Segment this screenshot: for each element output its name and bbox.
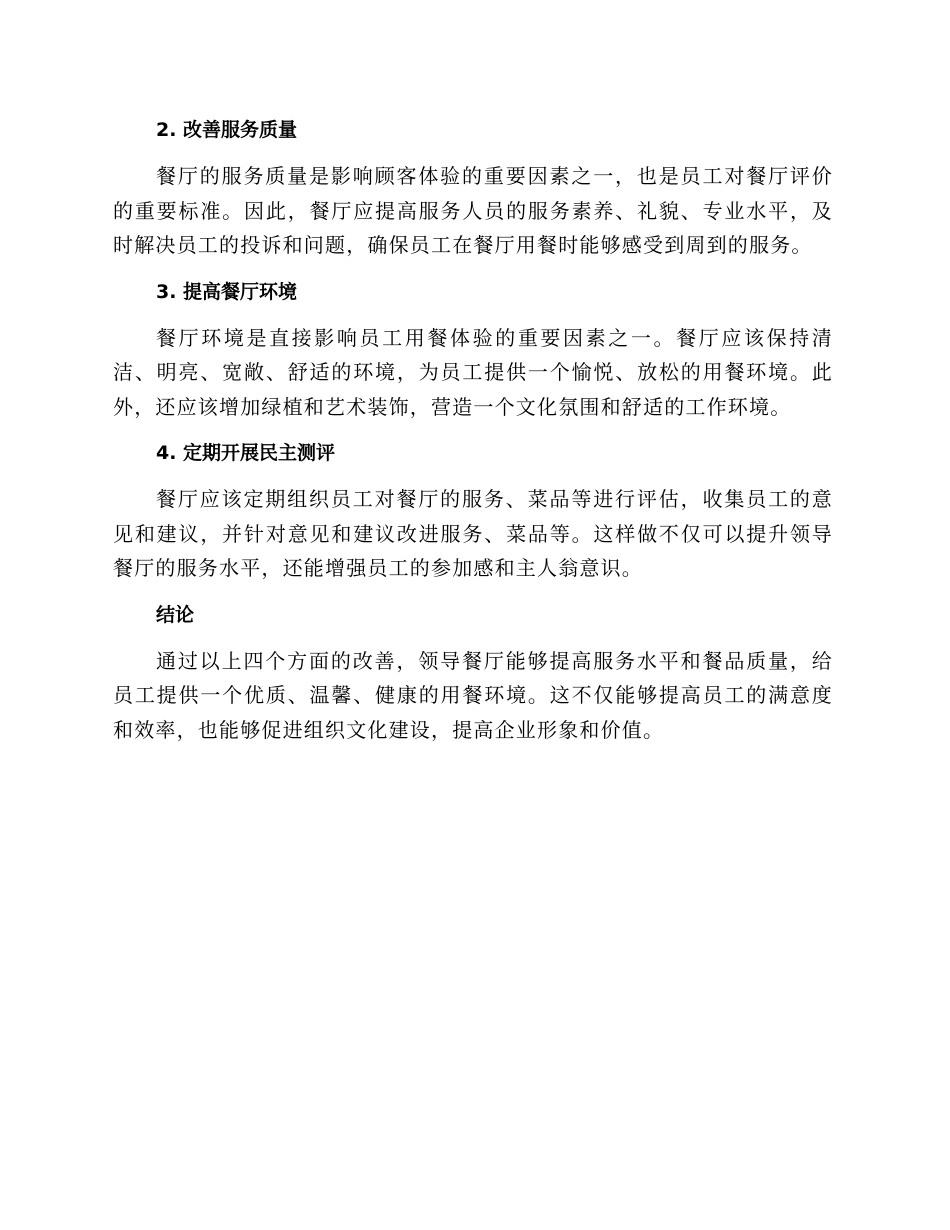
document-body (113, 113, 833, 759)
section-heading: 3. 提高餐厅环境 (156, 280, 298, 303)
section-heading: 4. 定期开展民主测评 (156, 442, 336, 464)
section-heading: 2. 改善服务质量 (156, 119, 298, 141)
section-service-quality (113, 113, 833, 263)
section-evaluation (113, 436, 833, 586)
section-paragraph: 餐厅环境是直接影响员工用餐体验的重要因素之一。餐厅应该保持清洁、明亮、宽敞、舒适的环境，为员工提供一个愉悦、放松的用餐环境。此外，还应该增加绿植和艺术装饰，营造一个文化氛围和舒适的工作环境。 (113, 325, 833, 419)
section-paragraph: 通过以上四个方面的改善，领导餐厅能够提高服务水平和餐品质量，给员工提供一个优质、温馨、健康的用餐环境。这不仅能够提高员工的满意度和效率，也能够促进组织文化建设，提高企业形象和价值。 (113, 648, 833, 742)
section-conclusion (113, 598, 833, 748)
section-paragraph: 餐厅应该定期组织员工对餐厅的服务、菜品等进行评估，收集员工的意见和建议，并针对意见和建议改进服务、菜品等。这样做不仅可以提升领导餐厅的服务水平，还能增强员工的参加感和主人翁意识。 (113, 487, 833, 580)
section-heading: 结论 (156, 603, 195, 626)
section-paragraph: 餐厅的服务质量是影响顾客体验的重要因素之一，也是员工对餐厅评价的重要标准。因此，餐厅应提高服务人员的服务素养、礼貌、专业水平，及时解决员工的投诉和问题，确保员工在餐厅用餐时能够感受到周到的服务。 (113, 164, 833, 257)
section-environment (113, 275, 833, 425)
